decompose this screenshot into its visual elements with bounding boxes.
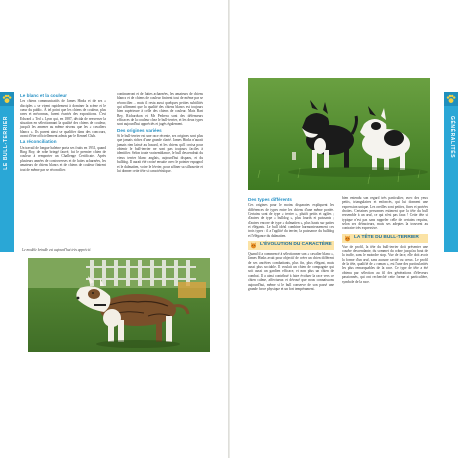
left-edge-label: LE BULL-TERRIER [3,116,9,170]
section-heading: Des types différents [248,197,292,202]
left-page [0,0,228,458]
section-text: Ces origines pour le moins disparates expliquent les différences de types entre les chiens d'une même portée. Certains sont de type « terrier », plutôt petits et agiles ; d'autres de type « bulldog », plus lourds et puissants ; d'autres encore de type « dalmatien », plus hauts sur pattes et élégants. Le bull idéal combine harmonieusement ces trois types : il a l'agilité du terrier, la puissance du bulldog et l'élégance du dalmatien. [248,203,334,238]
left-column-2 [117,92,203,175]
brindle-bull-terrier-photo [28,258,210,352]
highlight-heading-bar [248,241,334,250]
section-text: Vue de profil, la tête du bull-terrier doit présenter une courbe descendante, du sommet du crâne jusqu'au bout de la truffe, sans le moindre stop. Vue de face, elle doit avoir la forme d'un œuf, sans aucune cavité ou creux. Le profil de la tête, qualifié de « roman », est l'une des particularités les plus remarquables de la race. Ce type de tête a été obtenu par sélection au fil des générations d'éleveurs passionnés, qui ont recherché cette forme si particulière, symbole de la race. [342,244,428,284]
section-heading: Des origines variées [117,127,162,133]
right-column-2 [342,196,428,286]
section-text: Un travail de longue haleine porta ses fruits en 1931, quand Ring Boy, de robe bringé fauvé, fut le premier chien de couleur à remporter un Challenge Certificate. Après plusieurs années de controverses et de luttes acharnées, les amateurs de chiens blancs et de chiens de couleur finirent tout de même par se réconcilier. [20,145,106,172]
dog-head-icon [344,235,351,242]
left-column-1 [20,92,106,174]
section-heading: L'ÉVOLUTION DU CARACTÈRE [260,242,332,248]
section-text: bien entendu son regard très particulier, avec des yeux petits, triangulaires et enfoncés, qui lui donnent une expression unique. Les oreilles sont petites, fines et portées droites. Certaines personnes estiment que la tête du bull ressemble à un œuf, ce qui n'est pas faux ! Cette tête si typique n'est pas sans rappeler celle de certains requins, selon ses détracteurs, mais ses adeptes la trouvent au contraire très expressive. [342,196,428,231]
section-text: Les chiens communicatifs de James Hinks et de ses « disciples » se virent rapidement à dominer la scène et le cœur du public. À tel point que les chiens de couleur, plus rares et méconnus, furent écartés des expositions. C'est Edward « Ted » Lyon qui, en 1887, décida de renverser la situation en sélectionnant la qualité des chiens de couleur, jusqu'à les amener au même niveau que les « cavaliers blancs ». Ils purent ainsi se qualifier dans des concours, avant d'être officiellement admis par le Kennel Club. [20,99,106,139]
dog-head-icon [250,242,257,249]
section-text: Si le bull-terrier est une race récente, ses origines sont plus que jamais riches d'une grande clarté. James Hinks n'aurait jamais rien laissé au hasard, et les chiens qu'il croisa pour obtenir le bull-terrier ne sont pas toujours faciles à identifier. Selon toute vraisemblance, le bull descendrait du vieux terrier blanc anglais, aujourd'hui disparu, et du bulldog. Il aurait été croisé ensuite avec le pointer espagnol et le dalmatien, voire le lévrier, pour affiner sa silhouette et lui donner cette tête si caractéristique. [117,134,203,173]
paw-icon [444,92,458,106]
section-heading: LA TÊTE DU BULL-TERRIER [354,235,419,241]
photo-caption: Le modèle brindle est aujourd'hui très apprécié. [22,248,92,252]
section-heading: La réconciliation [20,139,57,145]
section-text: continueront et de luttes acharnées, les amateurs de chiens blancs et de chiens de couleur finirent tout de même par se réconcilier… mais il resta aussi quelques petites subtilités qui affirment que la qualité des chiens blancs est toujours bien supérieure à celle des chiens de couleur. Mais Bart Bey, Richardson et Mr Pedrera sont des défenseurs efficaces de la couleur chez le bull-terrier, et les deux types sont aujourd'hui appréciés et jugés également. [117,92,203,127]
right-edge-label: GÉNÉRALITÉS [449,116,455,159]
bull-terrier-puppies-photo [248,78,430,190]
section-heading: Le blanc et la couleur [20,93,67,98]
paw-icon [0,92,14,106]
highlight-heading-bar [342,234,428,243]
right-column-1 [248,196,334,293]
right-page [230,0,458,458]
section-text: Quand il a commencé à sélectionner son « cavalier blanc », James Hinks avait pour objectif de créer un chien différent de ses ancêtres combattants, plus fin, plus élégant, mais aussi plus sociable. Il voulait un chien de compagnie qui soit aussi un gardien efficace, et non plus un chien de combat. Il a ainsi contribué à faire évoluer la race vers ce chien calme, affectueux et dévoué que nous connaissons aujourd'hui, même si le bull conserve de son passé une grande force physique et un fort tempérament. [248,252,334,291]
